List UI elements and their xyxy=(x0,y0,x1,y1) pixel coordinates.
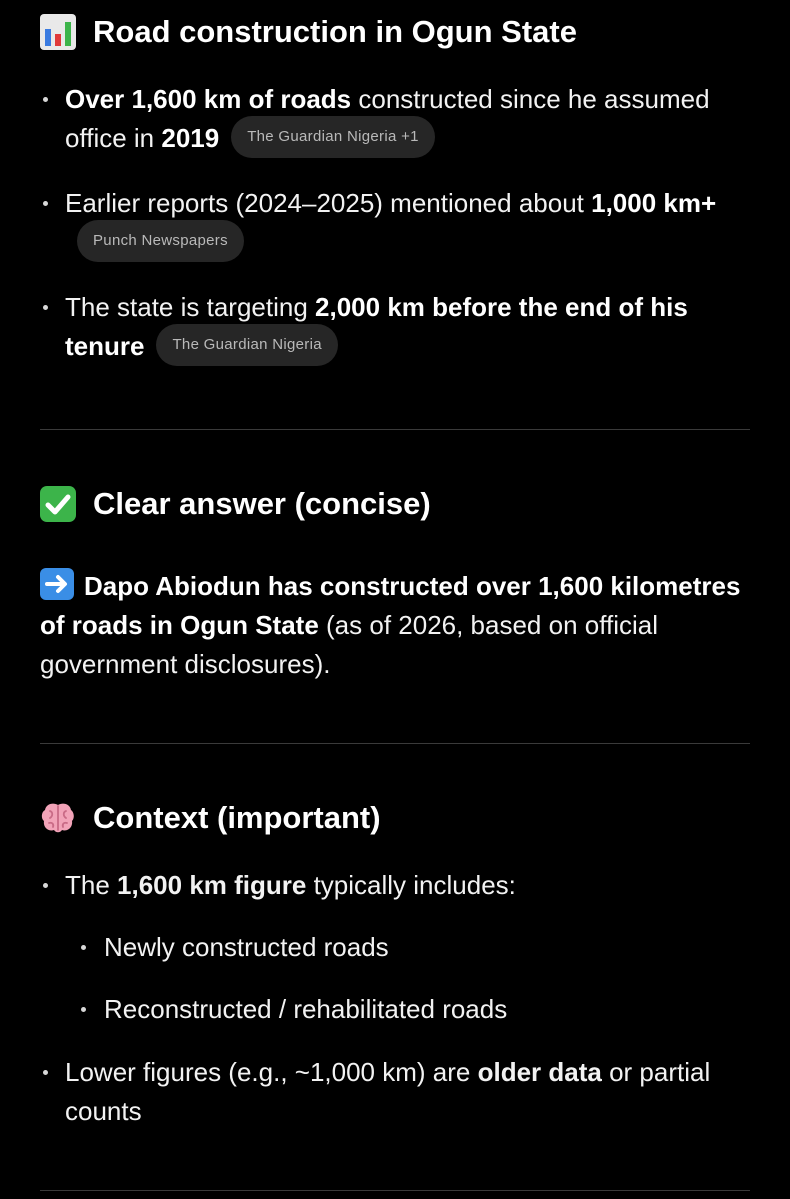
answer-paragraph xyxy=(40,567,750,684)
bullet-dot xyxy=(81,945,86,950)
section-heading-clear-answer xyxy=(40,486,431,522)
bullet-dot xyxy=(43,97,48,102)
body-text: The xyxy=(65,870,118,900)
body-text: or partial counts xyxy=(65,1057,711,1126)
section-divider xyxy=(40,743,750,744)
source-citation-pill[interactable]: The Guardian Nigeria xyxy=(156,324,337,366)
bullet-dot xyxy=(81,1007,86,1012)
body-text: Reconstructed / rehabilitated roads xyxy=(104,994,508,1024)
right-arrow-icon xyxy=(40,568,74,600)
body-text: Lower figures (e.g., ~1,000 km) are xyxy=(65,1057,478,1087)
list-item xyxy=(65,866,755,905)
body-text: (as of 2026, based on official government disclosures). xyxy=(40,610,658,679)
source-citation-pill[interactable]: The Guardian Nigeria +1 xyxy=(231,116,435,158)
section-heading-road-construction xyxy=(40,14,577,50)
bold-text: Dapo Abiodun has constructed over 1,600 kilometres of roads in Ogun State xyxy=(40,571,741,640)
check-mark-button-icon xyxy=(40,486,76,522)
bold-text: older data xyxy=(477,1057,602,1087)
section-title: Context (important) xyxy=(93,800,381,835)
body-text: constructed since he assumed office in xyxy=(65,84,710,153)
section-heading-context xyxy=(40,800,381,836)
list-item xyxy=(104,928,754,967)
list-item xyxy=(65,80,755,161)
bar-chart-icon xyxy=(40,14,76,50)
bullet-dot xyxy=(43,305,48,310)
section-divider xyxy=(40,1190,750,1191)
bullet-dot xyxy=(43,883,48,888)
body-text: typically includes: xyxy=(306,870,516,900)
bold-text: Over 1,600 km of roads xyxy=(65,84,352,114)
list-item xyxy=(65,184,755,265)
body-text: Newly constructed roads xyxy=(104,932,389,962)
list-item xyxy=(65,288,755,369)
bullet-dot xyxy=(43,201,48,206)
brain-icon xyxy=(40,800,76,836)
section-title: Road construction in Ogun State xyxy=(93,14,577,49)
bold-text: 1,000 km+ xyxy=(591,188,717,218)
section-title: Clear answer (concise) xyxy=(93,486,431,521)
list-item xyxy=(104,990,754,1029)
bullet-dot xyxy=(43,1070,48,1075)
body-text: Earlier reports (2024–2025) mentioned about xyxy=(65,188,592,218)
section-divider xyxy=(40,429,750,430)
bold-text: 2019 xyxy=(161,123,220,153)
bold-text: 1,600 km figure xyxy=(117,870,307,900)
list-item xyxy=(65,1053,755,1131)
bold-text: 2,000 km before the end of his tenure xyxy=(65,292,688,361)
body-text: The state is targeting xyxy=(65,292,316,322)
source-citation-pill[interactable]: Punch Newspapers xyxy=(77,220,244,262)
